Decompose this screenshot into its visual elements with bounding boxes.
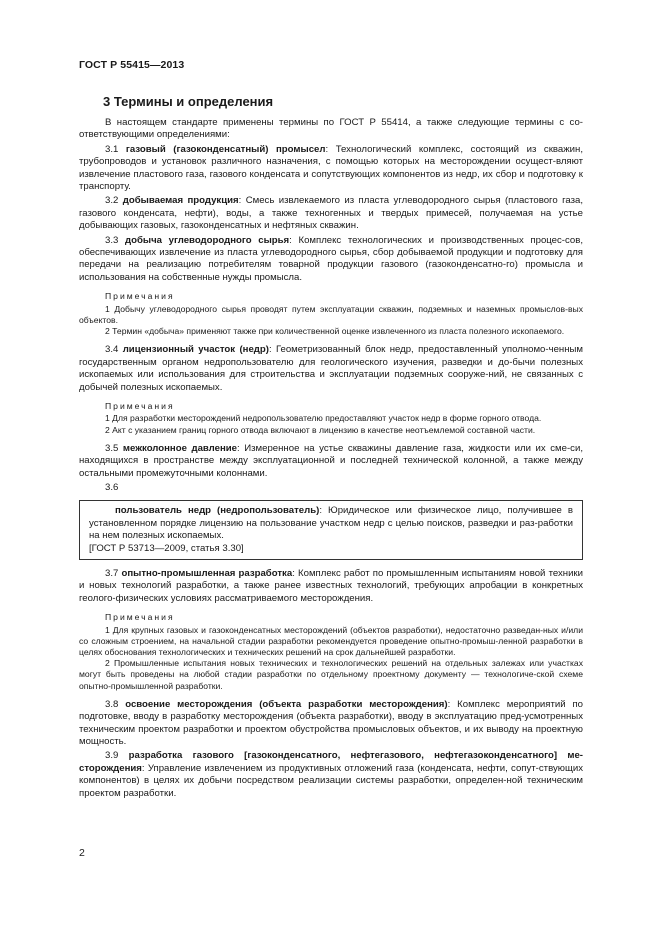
term-3-2: [79, 195, 583, 232]
term-number: 3.8: [105, 698, 126, 710]
term-number: 3.4: [105, 344, 123, 356]
term-3-3: [79, 235, 583, 285]
term-3-8: [79, 699, 583, 749]
note-item: 2 Промышленные испытания новых технических и технологических решений на отдельных залежах или участках могут быть проведены на любой стадии разработки по отдельному проектному документу — технологиче-ской схеме опытно-промышленной разработки.: [79, 658, 583, 691]
term-number: 3.5: [105, 442, 123, 454]
term-definition: : Смесь извлекаемого из пласта углеводородного сырья (пластового газа, газового конденсата, нефти), воды, а также техногенных и твердых примесей, получаемая на устье добывающих газовых, газоконденсатных и нефтяных скважин.: [79, 195, 583, 232]
intro-paragraph: В настоящем стандарте применены термины по ГОСТ Р 55414, а также следующие термины с со-ответствующими определениями:: [79, 117, 583, 141]
term-number: 3.2: [105, 195, 123, 207]
page-body: [79, 117, 583, 802]
term-3-1: [79, 144, 583, 194]
term-3-6-number: 3.6: [105, 481, 119, 493]
term-number: 3.7: [105, 567, 122, 579]
term-name: пользователь недр (недропользователь): [115, 505, 320, 517]
term-number: 3.3: [105, 234, 126, 246]
term-3-6: [89, 505, 573, 542]
term-name: разработка газового [газоконденсатного, нефтегазового, нефтегазоконденсатного] ме-сторождения: [79, 750, 583, 774]
term-name: межколонное давление: [122, 442, 238, 454]
term-3-9: [79, 750, 583, 800]
term-definition: : Юридическое или физическое лицо, получившее в установленном порядке лицензию на пользование участком недр с целью поисков, разведки и раз-работки на нем полезных ископаемых.: [89, 505, 573, 542]
term-3-7: [79, 568, 583, 605]
term-3-4: [79, 344, 583, 394]
term-source-reference: [ГОСТ Р 53713—2009, статья 3.30]: [89, 542, 244, 554]
term-number: 3.1: [105, 143, 126, 155]
term-name: опытно-промышленная разработка: [121, 567, 293, 579]
note-item: 1 Добычу углеводородного сырья проводят путем эксплуатации скважин, подземных и наземных промыслов-вых объектов.: [79, 303, 583, 325]
term-name: добываемая продукция: [122, 195, 239, 207]
page-number: 2: [79, 847, 85, 859]
term-name: лицензионный участок (недр): [122, 344, 269, 356]
term-definition: : Комплекс технологических и производственных процес-сов, обеспечивающих извлечение из пласта углеводородного сырья, сбор добываемой продукции и подготовку для передачи на реализацию потребителям товарной продукции газового (газоконденсатно-го) промысла и использования на собственные нужды промысла.: [79, 234, 583, 283]
term-definition: : Комплекс работ по промышленным испытаниям новой техники и новых технологий разработки, а также ранее известных технологий, требующих апробации в конкретных геолого-физических условиях рассматриваемого месторождения.: [79, 567, 583, 604]
term-definition: : Технологический комплекс, состоящий из скважин, трубопроводов и установок различного назначения, с помощью которых на месторождении осущест-вляют извлечение пластового газа, газового конденсата и сопутствующих компонентов из недр, их сбор и подготовку к транспорту.: [79, 143, 583, 193]
note-item: 1 Для разработки месторождений недропользователю предоставляют участок недр в форме горного отвода.: [105, 413, 542, 424]
document-header: ГОСТ Р 55415—2013: [79, 59, 185, 71]
section-title: 3 Термины и определения: [103, 94, 274, 109]
term-definition: : Управление извлечением из продуктивных отложений газа (конденсата, нефти, сопут-ствующих компонентов) в целях их добычи посредством реализации системы разработки, определен-ной техническим проектом разработки.: [79, 762, 583, 799]
notes-3-3: [79, 290, 583, 337]
notes-heading: Примечания: [105, 400, 175, 411]
term-number: 3.9: [105, 750, 129, 762]
term-name: газовый (газоконденсатный) промысел: [125, 143, 326, 155]
term-name: добыча углеводородного сырья: [125, 234, 290, 246]
notes-heading: Примечания: [105, 612, 175, 623]
term-3-5: [79, 443, 583, 480]
notes-heading: Примечания: [105, 291, 175, 302]
term-3-6-box: [79, 500, 583, 560]
notes-3-7: [79, 611, 583, 692]
term-definition: : Геометризованный блок недр, предоставленный уполномо-ченным государственным органом недропользователю для геологического изучения, разведки и до-бычи полезных ископаемых или использования для строительства и эксплуатации подземных сооруже-ний, не связанных с добычей полезных ископаемых.: [79, 344, 584, 393]
term-definition: : Комплекс мероприятий по подготовке, вводу в разработку месторождения (объекта разработки), вводу в эксплуатацию пред-усмотренных техническим проектом разработки и проектом обустройства промысловых объектов, и их выводу на проектную мощность.: [79, 698, 583, 748]
note-item: 1 Для крупных газовых и газоконденсатных месторождений (объектов разработки), недостаточно разведан-ных и/или со сложным строением, на начальной стадии разработки рекомендуется проведение опытно-промыш-ленной разработки в целях обоснования технологических и технических решений на срок дальнейшей разработки.: [79, 624, 583, 658]
note-item: 2 Термин «добыча» применяют также при количественной оценке извлеченного из пласта полезного ископаемого.: [105, 326, 565, 337]
note-item: 2 Акт с указанием границ горного отвода включают в лицензию в качестве неотъемлемой составной части.: [105, 424, 536, 435]
term-name: освоение месторождения (объекта разработки месторождения): [125, 698, 448, 710]
notes-3-4: [79, 400, 583, 436]
term-definition: : Измеренное на устье скважины давление газа, жидкости или их сме-си, находящихся в пространстве между эксплуатационной и последней технической колонной, а также между остальными промежуточными колоннами.: [79, 442, 583, 479]
